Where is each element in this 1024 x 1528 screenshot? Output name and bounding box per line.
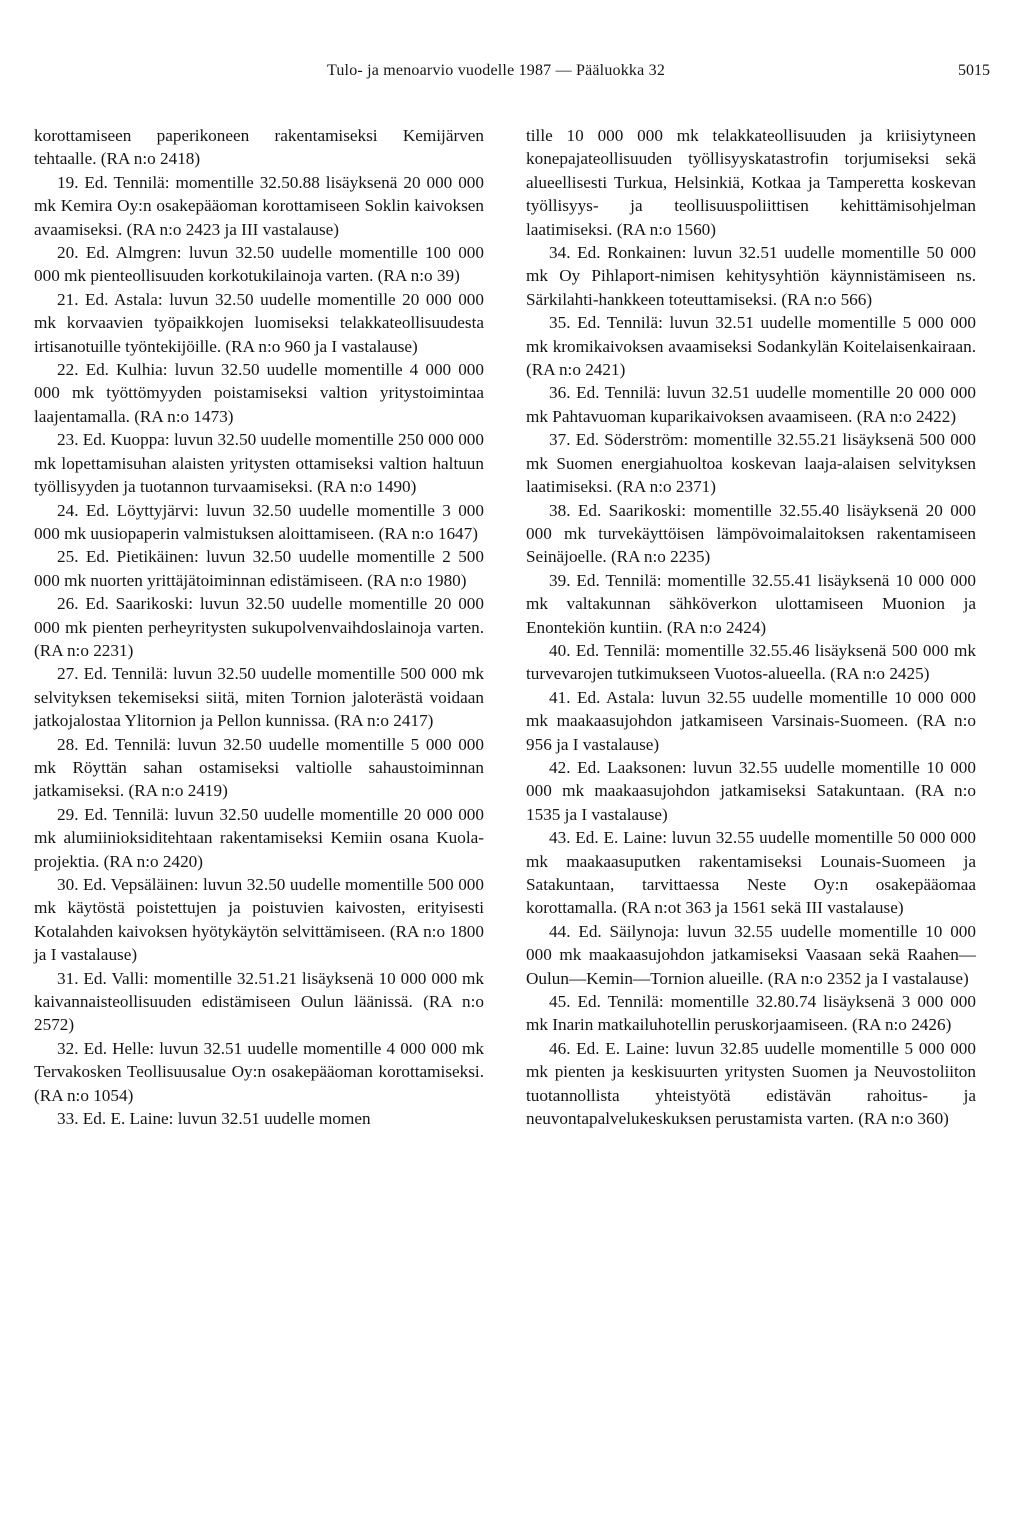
running-header: Tulo- ja menoarvio vuodelle 1987 — Pääluokka 32 — [326, 62, 666, 79]
paragraph-continuation: korottamiseen paperikoneen rakentamiseksi Kemijärven tehtaalle. (RA n:o 2418) — [34, 126, 484, 169]
list-item: 37. Ed. Söderström: momentille 32.55.21 lisäyksenä 500 000 mk Suomen energiahuoltoa koskevan laaja-alaisen selvityksen laatimiseksi. (RA n:o 2371) — [526, 430, 976, 497]
list-item: 30. Ed. Vepsäläinen: luvun 32.50 uudelle momentille 500 000 mk käytöstä poistettujen ja poistuvien kaivosten, erityisesti Kotalahden kaivoksen hyötykäytön selvittämiseen. (RA n:o 1800 ja I vastalause) — [34, 875, 484, 965]
list-item: 20. Ed. Almgren: luvun 32.50 uudelle momentille 100 000 000 mk pienteollisuuden korkotukilainoja varten. (RA n:o 39) — [34, 243, 484, 286]
list-item: 41. Ed. Astala: luvun 32.55 uudelle momentille 10 000 000 mk maakaasujohdon jatkamiseen Varsinais-Suomeen. (RA n:o 956 ja I vastalause) — [526, 687, 976, 754]
list-item: 43. Ed. E. Laine: luvun 32.55 uudelle momentille 50 000 000 mk maakaasuputken rakentamiseksi Lounais-Suomeen ja Satakuntaan, tarvittaessa Neste Oy:n osakepääomaa korottamalla. (RA n:ot 363 ja 1561 sekä III vastalause) — [526, 828, 976, 918]
list-item: 32. Ed. Helle: luvun 32.51 uudelle momentille 4 000 000 mk Tervakosken Teollisuusalue Oy:n osakepääoman korottamiseksi. (RA n:o 1054) — [34, 1038, 484, 1105]
list-item: 23. Ed. Kuoppa: luvun 32.50 uudelle momentille 250 000 000 mk lopettamisuhan alaisten yritysten ottamiseksi valtion haltuun työllisyyden ja tuotannon turvaamiseksi. (RA n:o 1490) — [34, 430, 484, 497]
list-item: 28. Ed. Tennilä: luvun 32.50 uudelle momentille 5 000 000 mk Röyttän sahan ostamiseksi valtiolle sahaustoiminnan jatkamiseksi. (RA n:o 2419) — [34, 734, 484, 801]
list-item: 26. Ed. Saarikoski: luvun 32.50 uudelle momentille 20 000 000 mk pienten perheyritysten sukupolvenvaihdoslainoja varten. (RA n:o 2231) — [34, 594, 484, 660]
right-column — [526, 124, 976, 1130]
list-item: 24. Ed. Löyttyjärvi: luvun 32.50 uudelle momentille 3 000 000 mk uusiopaperin valmistuksen aloittamiseen. (RA n:o 1647) — [34, 500, 484, 543]
list-item: 21. Ed. Astala: luvun 32.50 uudelle momentille 20 000 000 mk korvaavien työpaikkojen luomiseksi telakkateollisuudesta irtisanotuille työntekijöille. (RA n:o 960 ja I vastalause) — [34, 289, 484, 356]
list-item: 44. Ed. Säilynoja: luvun 32.55 uudelle momentille 10 000 000 mk maakaasujohdon jatkamiseksi Vaasaan sekä Raahen—Oulun—Kemin—Tornion alueille. (RA n:o 2352 ja I vastalause) — [526, 921, 976, 988]
list-item: 33. Ed. E. Laine: luvun 32.51 uudelle momen — [57, 1109, 371, 1129]
list-item: 27. Ed. Tennilä: luvun 32.50 uudelle momentille 500 000 mk selvityksen tekemiseksi siitä, miten Tornion jaloterästä voidaan jatkojalostaa Ylitornion ja Pellon kunnissa. (RA n:o 2417) — [34, 664, 484, 731]
list-item: 46. Ed. E. Laine: luvun 32.85 uudelle momentille 5 000 000 mk pienten ja keskisuurten yritysten Suomen ja Neuvostoliiton tuotannollista yhteistyötä edistävän rahoitus- ja neuvontapalvelukeskuksen perustamista varten. (RA n:o 360) — [526, 1038, 976, 1129]
list-item: 42. Ed. Laaksonen: luvun 32.55 uudelle momentille 10 000 000 mk maakaasujohdon jatkamiseksi Satakuntaan. (RA n:o 1535 ja I vastalause) — [526, 757, 976, 824]
left-column — [34, 124, 484, 1130]
list-item: 19. Ed. Tennilä: momentille 32.50.88 lisäyksenä 20 000 000 mk Kemira Oy:n osakepääoman korottamiseen Soklin kaivoksen avaamiseksi. (RA n:o 2423 ja III vastalause) — [34, 172, 484, 239]
paragraph-continuation: tille 10 000 000 mk telakkateollisuuden ja kriisiytyneen konepajateollisuuden työllisyyskatastrofin torjumiseksi sekä alueellisesti Turkua, Helsinkiä, Kotkaa ja Tamperetta koskevan työllisyys- ja teollisuuspoliittisen kehittämisohjelman laatimiseksi. (RA n:o 1560) — [526, 126, 976, 239]
list-item: 40. Ed. Tennilä: momentille 32.55.46 lisäyksenä 500 000 mk turvevarojen tutkimukseen Vuotos-alueella. (RA n:o 2425) — [526, 640, 976, 684]
list-item: 34. Ed. Ronkainen: luvun 32.51 uudelle momentille 50 000 mk Oy Pihlaport-nimisen kehitysyhtiön käynnistämiseen ns. Särkilahti-hankkeen toteuttamiseksi. (RA n:o 566) — [526, 243, 976, 309]
page-number: 5015 — [958, 62, 990, 79]
list-item: 38. Ed. Saarikoski: momentille 32.55.40 lisäyksenä 20 000 000 mk turvekäyttöisen lämpövoimalaitoksen rakentamiseen Seinäjoelle. (RA n:o 2235) — [526, 500, 976, 567]
list-item: 39. Ed. Tennilä: momentille 32.55.41 lisäyksenä 10 000 000 mk valtakunnan sähköverkon ulottamiseen Muonion ja Enontekiön kuntiin. (RA n:o 2424) — [526, 570, 976, 637]
list-item: 25. Ed. Pietikäinen: luvun 32.50 uudelle momentille 2 500 000 mk nuorten yrittäjätoiminnan edistämiseen. (RA n:o 1980) — [34, 547, 484, 590]
list-item: 22. Ed. Kulhia: luvun 32.50 uudelle momentille 4 000 000 000 mk työttömyyden poistamiseksi valtion yritystoimintaa laajentamalla. (RA n:o 1473) — [34, 360, 484, 426]
list-item: 31. Ed. Valli: momentille 32.51.21 lisäyksenä 10 000 000 mk kaivannaisteollisuuden edistämiseen Oulun läänissä. (RA n:o 2572) — [34, 968, 484, 1035]
list-item: 45. Ed. Tennilä: momentille 32.80.74 lisäyksenä 3 000 000 mk Inarin matkailuhotellin peruskorjaamiseen. (RA n:o 2426) — [526, 992, 976, 1035]
list-item: 29. Ed. Tennilä: luvun 32.50 uudelle momentille 20 000 000 mk alumiinioksiditehtaan rakentamiseksi Kemiin osana Kuola-projektia. (RA n:o 2420) — [34, 804, 484, 871]
list-item: 36. Ed. Tennilä: luvun 32.51 uudelle momentille 20 000 000 mk Pahtavuoman kuparikaivoksen avaamiseen. (RA n:o 2422) — [526, 383, 976, 426]
list-item: 35. Ed. Tennilä: luvun 32.51 uudelle momentille 5 000 000 mk kromikaivoksen avaamiseksi Sodankylän Koitelaisenkairaan. (RA n:o 2421) — [526, 313, 976, 380]
